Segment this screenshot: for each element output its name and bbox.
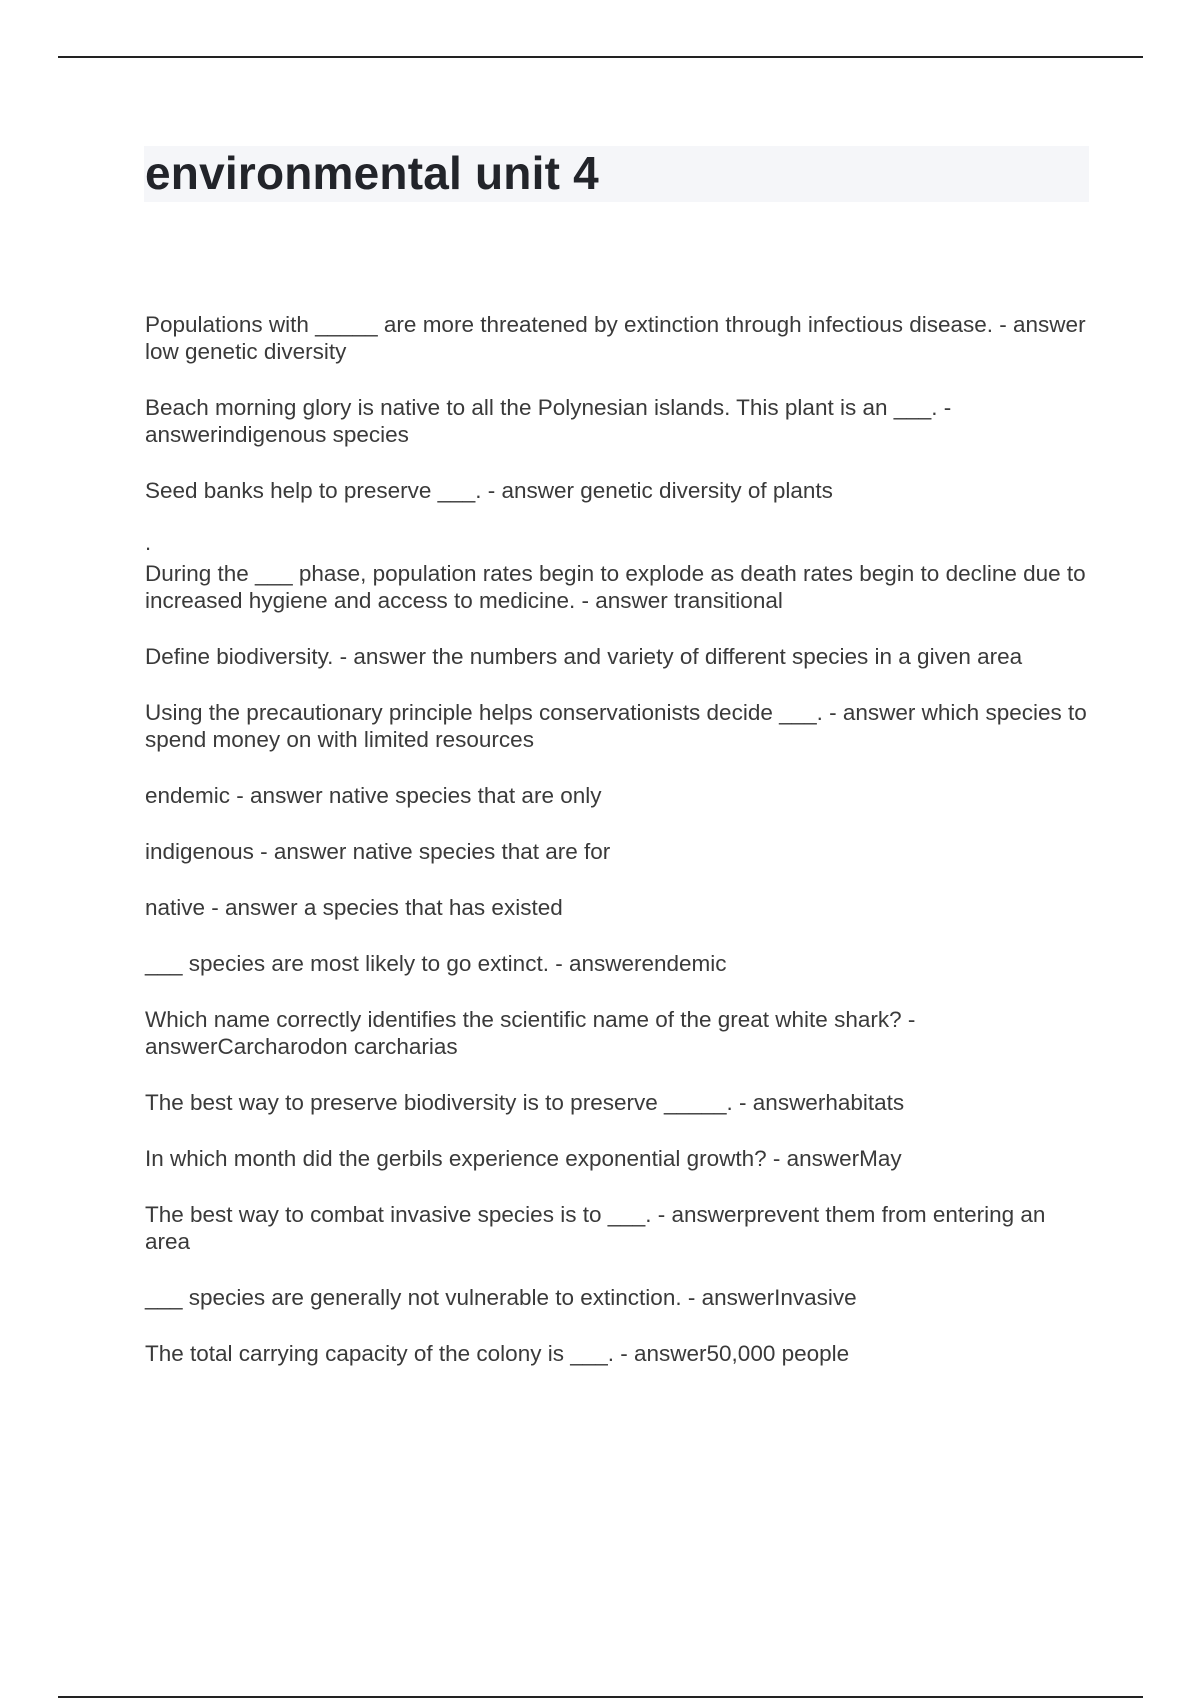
qa-item: indigenous - answer native species that are for	[145, 839, 611, 864]
qa-item: Seed banks help to preserve ___. - answer genetic diversity of plants	[145, 478, 833, 503]
qa-item: The best way to preserve biodiversity is to preserve _____. - answerhabitats	[145, 1090, 905, 1115]
bottom-rule	[58, 1696, 1143, 1698]
qa-item: In which month did the gerbils experience exponential growth? - answerMay	[145, 1146, 902, 1171]
qa-item: During the ___ phase, population rates begin to explode as death rates begin to decline due to increased hygiene and access to medicine. - answer transitional	[145, 561, 1086, 613]
document-title: environmental unit 4	[145, 147, 599, 199]
qa-item: The best way to combat invasive species is to ___. - answerprevent them from entering an area	[145, 1202, 1046, 1254]
qa-item: Using the precautionary principle helps conservationists decide ___. - answer which species to spend money on with limited resources	[145, 700, 1087, 752]
qa-item: Populations with _____ are more threatened by extinction through infectious disease. - answer low genetic diversity	[145, 312, 1086, 364]
stray-mark: .	[145, 530, 152, 555]
qa-item: Define biodiversity. - answer the numbers and variety of different species in a given area	[145, 644, 1023, 669]
qa-item: ___ species are generally not vulnerable to extinction. - answerInvasive	[145, 1285, 857, 1310]
qa-item: Which name correctly identifies the scientific name of the great white shark? - answerCarcharodon carcharias	[145, 1007, 916, 1059]
qa-item: The total carrying capacity of the colony is ___. - answer50,000 people	[145, 1341, 850, 1366]
qa-item: endemic - answer native species that are only	[145, 783, 602, 808]
qa-list	[145, 311, 1090, 1396]
qa-item: ___ species are most likely to go extinct. - answerendemic	[145, 951, 727, 976]
qa-item: native - answer a species that has existed	[145, 895, 563, 920]
top-rule	[58, 56, 1143, 58]
qa-item: Beach morning glory is native to all the Polynesian islands. This plant is an ___. - answerindigenous species	[145, 395, 952, 447]
